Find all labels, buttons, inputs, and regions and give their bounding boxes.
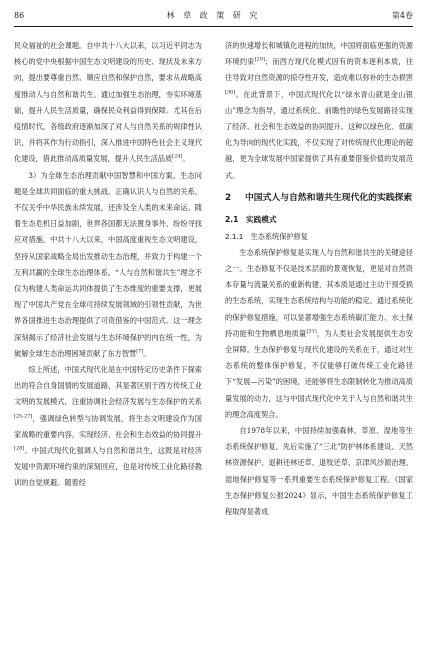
section-title: 中国式人与自然和谐共生现代化的实践探索 — [245, 192, 413, 203]
citation: [30] — [225, 89, 236, 96]
paragraph: 民众福祉的社会课题。自中共十八大以来，以习近平同志为核心的党中央根据中国生态文明建设的历史、现状及未来方向，提出要尊重自然、顺应自然和保护自然，要求从战略高度推动人与自然和谐共生。通过加强生态治理，夯实环境基础，提升人民生活质量，确保民众利益得到保障。尤其在后疫情时代，各级政府逐渐加深了对人与自然关系的规律性认识，并将其作为行动指引，深入推进中国特色社会主义现代化建设，借此推动高质量发展，提升人民生活品质[24]。 — [14, 41, 202, 164]
paragraph: 3）为全球生态治理贡献中国智慧和中国方案。生态问题是全球共同面临的重大挑战。正确认识人与自然的关系，不仅关乎中华民族永续发展，还涉及全人类的未来命运。随着生态危机日益加剧，世界各国都无法置身事外，纷纷寻找应对措施。中共十八大以来，中国高度重视生态文明建设，坚持从国家战略全局出发推动生态治理，并致力于构建一个互利共赢的全球生态治理体系。“人与自然和谐共生”理念不仅为构建人类命运共同体提供了生态维度的重要支撑，更展现了中国共产党在全球可持续发展领域的引领性贡献，为世界各国推进生态治理提供了可资借鉴的中国范式。这一理念深刻揭示了经济社会发展与生态环境保护的内在统一性，为破解全球生态治理困境贡献了东方智慧[7]。 — [14, 170, 202, 358]
journal-title: 林 草 政 策 研 究 — [166, 11, 261, 20]
left-column — [14, 38, 202, 492]
citation: [24] — [172, 154, 183, 161]
header-rule — [14, 26, 413, 27]
subsection-heading: 2.1 实践模式 — [225, 215, 277, 225]
paragraph: 济的快速增长和城镇化进程的加快，中国将面临更强的资源环境约束[29]；而西方现代化模式因有的资本逐利本质，往往导致对自然资源的掠夺性开发，造成难以弥补的生态损害[30]。在此背景下，中国式现代化以“绿水青山就是金山银山”理念为指导，通过系统化、前瞻性的绿色发展路径实现了经济、社会和生态效益的协同提升。这种以绿色化、低碳化为导向的现代化实践，不仅实现了对传统现代化理论的超越，更为全球发展中国家提供了具有重要借鉴价值的发展范式。 — [225, 41, 413, 180]
page-number: 86 — [14, 11, 25, 20]
citation: [31] — [306, 328, 317, 335]
section-number: 2 — [225, 192, 232, 203]
section-heading — [225, 190, 413, 207]
subsubsection-heading: 2.1.1 生态系统保护修复 — [225, 231, 308, 241]
paragraph: 自1978年以来，中国持续加强森林、草原、湿地等生态系统保护修复，先后实施了“三北”防护林体系建设、天然林资源保护、退耕还林还草、退牧还草、京津风沙源治理、湿地保护修复等一系列重要生态系统保护修复工程。《国家生态保护修复公报2024》显示，中国生态系统保护修复工程取得显著成 — [225, 425, 413, 516]
paragraph: 生态系统保护修复是实现人与自然和谐共生的关键途径之一。生态修复不仅是技术层面的景观恢复，更是对自然资本存量与流量关系的重新构建，其本质是通过主动干预受损的生态系统，实现生态系统结构与功能的稳定。通过系统化的保护修复措施，可以显著增强生态系统碳汇能力、水土保持功能和生物栖息地质量[31]，为人类社会发展提供生态安全屏障。生态保护修复与现代化建设的关系在于，通过对生态系统的整体保护修复，不仅能够打破传统工业化路径下“发展—污染”的困境，还能够将生态限制转化为推动高质量发展的动力，这与中国式现代化中关于人与自然和谐共生的理念高度契合。 — [225, 247, 413, 419]
citation: [29] — [254, 56, 265, 63]
volume-label: 第4卷 — [391, 11, 413, 20]
right-column — [225, 38, 413, 520]
citation: [28] — [14, 445, 25, 452]
citation: [25-27] — [14, 413, 33, 420]
paragraph: 综上所述，中国式现代化是在中国特定历史条件下探索出的符合自身国情的发展道路，其显著区别于西方传统工业文明的发展模式，注重协调社会经济发展与生态保护的关系[25-27]，强调绿色转型与协调发展，将生态文明建设作为国家战略的重要内容，实现经济、社会和生态效益的协同提升[28]。中国式现代化强调人与自然和谐共生，这既是对经济发展中资源环境约束的深刻回应，也是对传统工业化路径教训的自觉规避。随着经 — [14, 365, 202, 488]
citation: [7] — [136, 348, 144, 355]
